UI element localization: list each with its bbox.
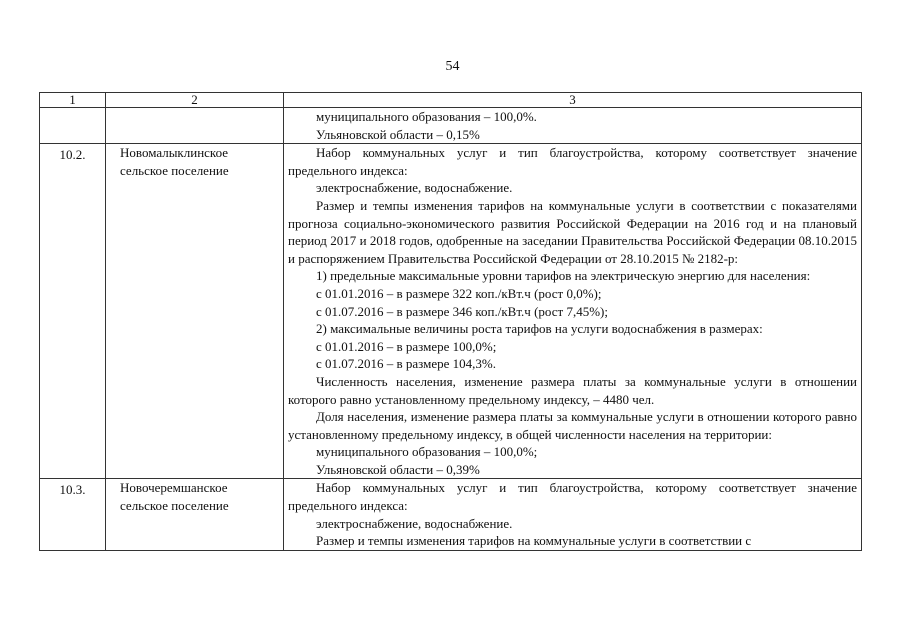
column-header-1: 1 [40, 93, 106, 108]
settlement-name-line: Новочеремшанское [120, 480, 228, 496]
table-row [40, 144, 862, 479]
row-description [284, 144, 862, 479]
description-paragraph: Доля населения, изменение размера платы за коммунальные услуги в отношении которого равно установленному предельному индексу, в общей численности населения на территории: [288, 409, 857, 442]
description-paragraph: Численность населения, изменение размера платы за коммунальные услуги в отношении которого равно установленному предельному индексу, – 4480 чел. [288, 373, 857, 407]
description-paragraph: электроснабжение, водоснабжение. [316, 515, 513, 531]
continuation-num-cell [40, 108, 106, 144]
settlement-name-line: сельское поселение [120, 498, 229, 514]
row-number: 10.3. [40, 479, 106, 550]
row-description [284, 479, 862, 550]
description-paragraph: Ульяновской области – 0,39% [316, 461, 480, 477]
description-paragraph: Размер и темпы изменения тарифов на коммунальные услуги в соответствии с [316, 533, 752, 549]
column-header-2: 2 [106, 93, 284, 108]
page-number: 54 [445, 59, 460, 74]
continuation-row [40, 108, 862, 144]
continuation-text-cell [284, 108, 862, 144]
settlement-name-line: сельское поселение [120, 162, 229, 178]
continuation-line: муниципального образования – 100,0%. [316, 109, 537, 124]
description-paragraph: Набор коммунальных услуг и тип благоустройства, которому соответствует значение предельного индекса: [288, 145, 857, 178]
settlement-name-line: Новомалыклинское [120, 145, 229, 161]
table-header-row [40, 93, 862, 108]
column-header-3: 3 [284, 93, 862, 108]
description-paragraph: 2) максимальные величины роста тарифов на услуги водоснабжения в размерах: [316, 321, 763, 337]
description-paragraph: Набор коммунальных услуг и тип благоустройства, которому соответствует значение предельного индекса: [288, 480, 857, 514]
continuation-name-cell [106, 108, 284, 144]
tariff-table [39, 92, 862, 551]
description-paragraph: муниципального образования – 100,0%; [316, 444, 538, 460]
continuation-line: Ульяновской области – 0,15% [316, 126, 480, 142]
description-paragraph: с 01.07.2016 – в размере 346 коп./кВт.ч (рост 7,45%); [316, 303, 608, 319]
description-paragraph: электроснабжение, водоснабжение. [316, 180, 513, 196]
table-row [40, 479, 862, 550]
description-paragraph: с 01.01.2016 – в размере 322 коп./кВт.ч (рост 0,0%); [316, 285, 602, 301]
description-paragraph: с 01.01.2016 – в размере 100,0%; [316, 338, 497, 354]
row-number: 10.2. [40, 144, 106, 479]
description-paragraph: Размер и темпы изменения тарифов на коммунальные услуги в соответствии с показателями прогноза социально-экономического развития Российской Федерации на 2016 год и на плановый период 2017 и 2018 годов, одобренные на заседании Правительства Российской Федерации 08.10.2015 и распоряжением Правительства Российской Федерации от 28.10.2015 № 2182-р: [288, 197, 857, 266]
description-paragraph: 1) предельные максимальные уровни тарифов на электрическую энергию для населения: [316, 268, 811, 284]
settlement-name [106, 144, 284, 479]
settlement-name [106, 479, 284, 550]
description-paragraph: с 01.07.2016 – в размере 104,3%. [316, 356, 496, 372]
